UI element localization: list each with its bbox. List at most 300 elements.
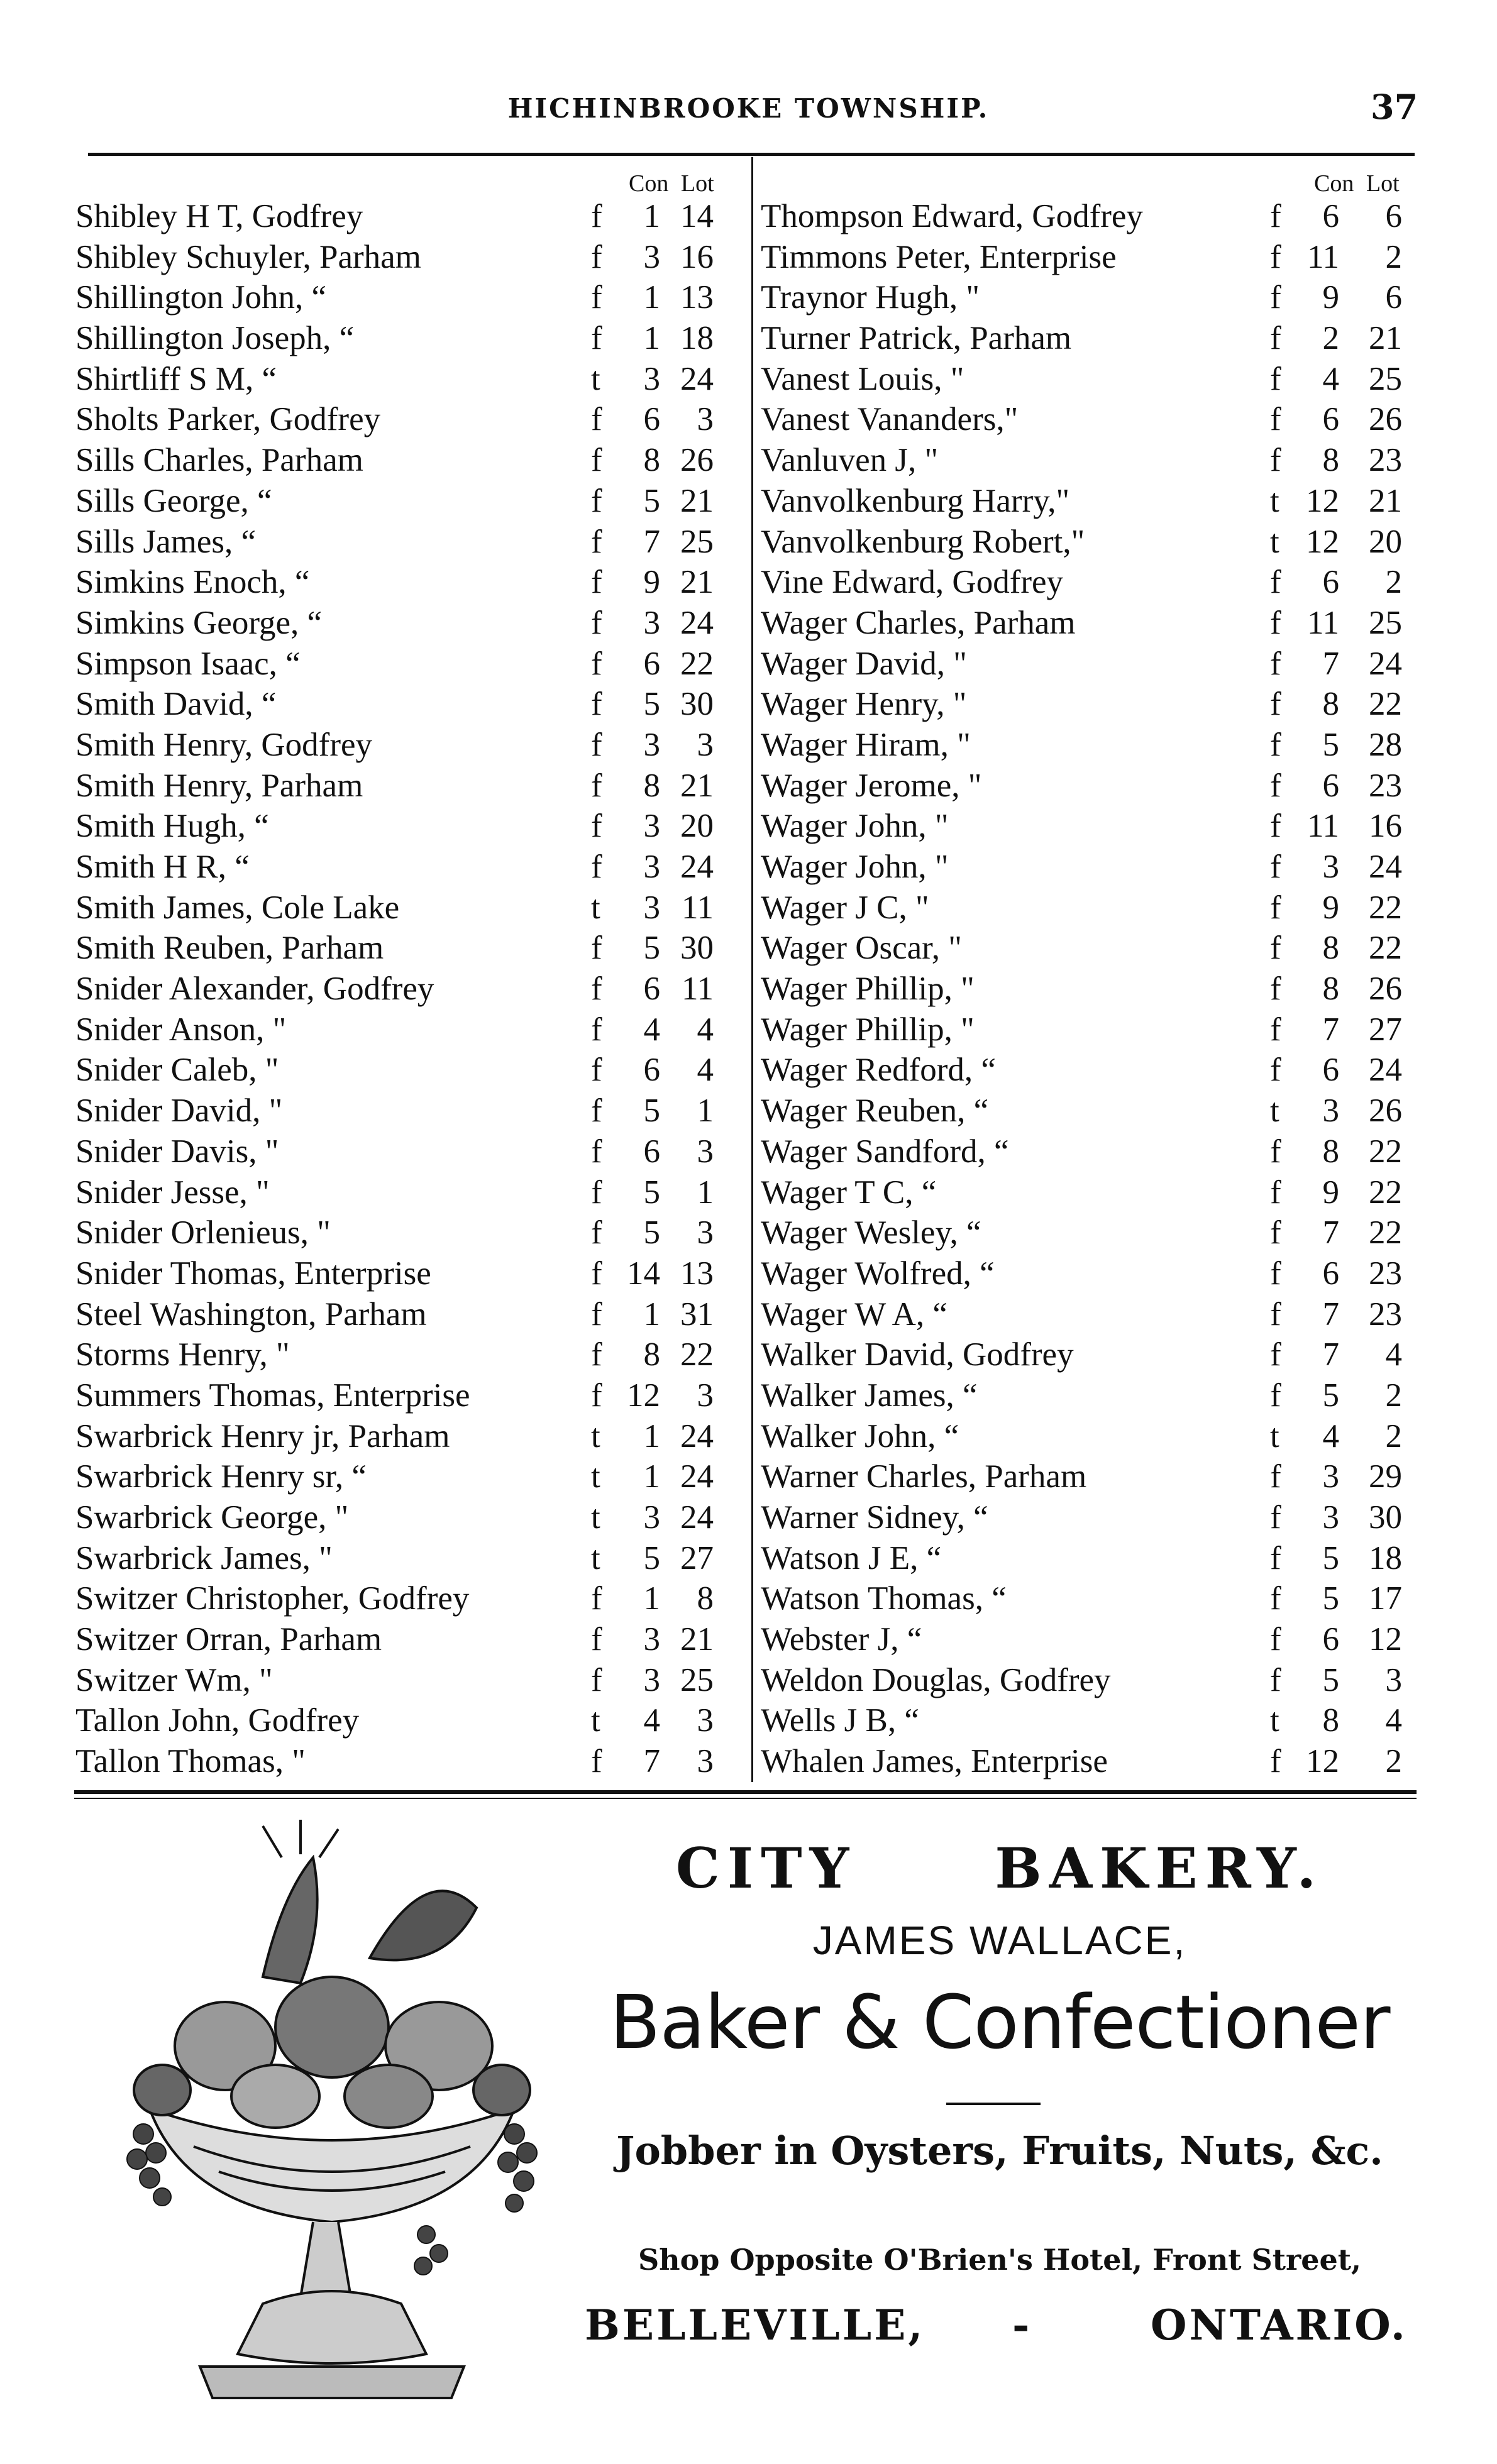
tenure-code: f — [591, 1092, 602, 1130]
concession-number: 3 — [1322, 1092, 1339, 1130]
directory-row — [761, 845, 1415, 886]
lot-number: 20 — [1369, 523, 1402, 560]
concession-number: 3 — [643, 726, 660, 763]
tenure-code: f — [591, 401, 602, 438]
tenure-code: f — [1270, 645, 1281, 682]
tenure-code: f — [591, 320, 602, 357]
tenure-code: f — [591, 849, 602, 885]
concession-number: 1 — [643, 1417, 660, 1455]
resident-name: Snider Jesse, " — [75, 1174, 270, 1211]
concession-number: 6 — [1322, 1621, 1339, 1658]
directory-row — [761, 1577, 1415, 1618]
concession-number: 4 — [1322, 360, 1339, 397]
directory-row — [75, 1008, 751, 1049]
directory-row — [761, 1293, 1415, 1334]
directory-row — [761, 1089, 1415, 1130]
resident-name: Wager Phillip, " — [761, 971, 975, 1008]
ad-province: ONTARIO. — [1151, 2301, 1408, 2350]
directory-row — [761, 1455, 1415, 1496]
lot-number: 11 — [681, 889, 714, 926]
resident-name: Wager Charles, Parham — [761, 604, 1076, 641]
concession-number: 5 — [643, 1214, 660, 1251]
concession-number: 8 — [1322, 442, 1339, 479]
concession-number: 6 — [1322, 198, 1339, 234]
lot-number: 24 — [680, 604, 714, 641]
resident-name: Timmons Peter, Enterprise — [761, 238, 1117, 275]
resident-name: Snider Alexander, Godfrey — [75, 971, 434, 1008]
directory-row — [75, 236, 751, 277]
concession-number: 6 — [1322, 767, 1339, 804]
lot-number: 22 — [1369, 686, 1402, 723]
directory-row — [75, 683, 751, 723]
concession-number: 3 — [1322, 1499, 1339, 1536]
concession-number: 4 — [643, 1011, 660, 1048]
lot-number: 3 — [697, 1377, 714, 1414]
directory-row — [761, 1048, 1415, 1089]
concession-number: 11 — [1306, 238, 1339, 275]
concession-number: 6 — [643, 645, 660, 682]
concession-number: 3 — [643, 1621, 660, 1658]
page-title: HICHINBROOKE TOWNSHIP. — [507, 93, 990, 124]
directory-row — [75, 1577, 751, 1618]
tenure-code: f — [591, 930, 602, 967]
tenure-code: f — [1270, 564, 1281, 601]
tenure-code: t — [591, 1499, 600, 1536]
directory-row — [761, 683, 1415, 723]
concession-number: 11 — [1306, 604, 1339, 641]
lot-number: 24 — [680, 360, 714, 397]
concession-number: 6 — [1322, 564, 1339, 601]
directory-row — [75, 520, 751, 561]
concession-number: 7 — [643, 523, 660, 560]
tenure-code: f — [1270, 320, 1281, 357]
lot-number: 16 — [680, 238, 714, 275]
concession-number: 1 — [643, 198, 660, 234]
resident-name: Snider Thomas, Enterprise — [75, 1255, 431, 1292]
tenure-code: f — [591, 564, 602, 601]
resident-name: Vanvolkenburg Robert," — [761, 523, 1085, 560]
tenure-code: f — [1270, 604, 1281, 641]
tenure-code: f — [591, 604, 602, 641]
concession-number: 1 — [643, 1295, 660, 1333]
lot-number: 25 — [1369, 604, 1402, 641]
concession-number: 5 — [643, 686, 660, 723]
concession-number: 3 — [643, 849, 660, 885]
lot-number: 18 — [1369, 1539, 1402, 1576]
resident-name: Walker John, “ — [761, 1417, 959, 1455]
resident-name: Wager Jerome, " — [761, 767, 982, 804]
concession-number: 7 — [1322, 1336, 1339, 1373]
concession-number: 4 — [1322, 1417, 1339, 1455]
fruit-pile — [134, 1820, 530, 2128]
directory-row — [761, 1333, 1415, 1374]
resident-name: Sills James, “ — [75, 523, 257, 560]
resident-name: Snider Caleb, " — [75, 1052, 279, 1089]
directory-row — [75, 1374, 751, 1415]
lot-number: 23 — [1369, 442, 1402, 479]
lot-number: 17 — [1369, 1580, 1402, 1617]
directory-row — [761, 236, 1415, 277]
directory-row — [75, 1496, 751, 1537]
resident-name: Wager John, " — [761, 849, 949, 885]
concession-number: 9 — [643, 564, 660, 601]
lot-number: 21 — [680, 564, 714, 601]
resident-name: Snider David, " — [75, 1092, 283, 1130]
lot-number: 22 — [1369, 1214, 1402, 1251]
concession-number: 7 — [1322, 1214, 1339, 1251]
directory-row — [761, 561, 1415, 602]
directory-row — [75, 764, 751, 805]
concession-number: 7 — [643, 1743, 660, 1780]
concession-number: 11 — [1306, 808, 1339, 845]
resident-name: Wells J B, “ — [761, 1702, 919, 1739]
lot-number: 22 — [1369, 1174, 1402, 1211]
tenure-code: f — [591, 1377, 602, 1414]
concession-number: 3 — [643, 604, 660, 641]
concession-number: 12 — [627, 1377, 660, 1414]
directory-row — [75, 1171, 751, 1212]
directory-row — [761, 764, 1415, 805]
tenure-code: f — [1270, 930, 1281, 967]
ad-trade: Baker & Confectioner — [609, 1979, 1390, 2065]
tenure-code: f — [1270, 1458, 1281, 1495]
concession-number: 5 — [1322, 1661, 1339, 1698]
resident-name: Steel Washington, Parham — [75, 1295, 427, 1333]
lot-number: 24 — [1369, 849, 1402, 885]
concession-number: 6 — [643, 1052, 660, 1089]
directory-row — [761, 358, 1415, 399]
resident-name: Wager Oscar, " — [761, 930, 962, 967]
lot-number: 26 — [1369, 1092, 1402, 1130]
tenure-code: f — [1270, 1539, 1281, 1576]
concession-number: 8 — [643, 442, 660, 479]
resident-name: Sills Charles, Parham — [75, 442, 363, 479]
lot-number: 11 — [681, 971, 714, 1008]
ad-business-name-second: BAKERY. — [995, 1835, 1324, 1901]
directory-row — [75, 1048, 751, 1089]
concession-number: 3 — [643, 1661, 660, 1698]
concession-number: 8 — [643, 1336, 660, 1373]
lot-number: 3 — [697, 1743, 714, 1780]
tenure-code: f — [1270, 767, 1281, 804]
lot-number: 4 — [697, 1052, 714, 1089]
directory-row — [75, 195, 751, 236]
directory-row — [75, 317, 751, 358]
lot-number: 3 — [697, 726, 714, 763]
tenure-code: f — [1270, 279, 1281, 316]
resident-name: Snider Orlenieus, " — [75, 1214, 331, 1251]
resident-name: Wager J C, " — [761, 889, 929, 926]
concession-number: 7 — [1322, 1011, 1339, 1048]
lot-number: 20 — [680, 808, 714, 845]
directory-row — [75, 723, 751, 764]
lot-number: 3 — [1385, 1661, 1402, 1698]
lot-header: Lot — [680, 170, 714, 197]
concession-number: 3 — [643, 1499, 660, 1536]
directory-row — [75, 642, 751, 683]
lot-number: 26 — [680, 442, 714, 479]
directory-row — [761, 1618, 1415, 1659]
directory-row — [761, 805, 1415, 845]
directory-row — [761, 398, 1415, 439]
directory-row — [761, 1211, 1415, 1252]
directory-row — [75, 398, 751, 439]
directory-row — [761, 967, 1415, 1008]
resident-name: Shillington Joseph, “ — [75, 320, 355, 357]
resident-name: Swarbrick George, " — [75, 1499, 349, 1536]
tenure-code: t — [591, 1539, 600, 1576]
directory-row — [761, 642, 1415, 683]
lot-number: 18 — [680, 320, 714, 357]
resident-name: Wager Sandford, “ — [761, 1133, 1009, 1170]
tenure-code: f — [591, 726, 602, 763]
tenure-code: t — [1270, 1417, 1279, 1455]
resident-name: Webster J, “ — [761, 1621, 922, 1658]
tenure-code: f — [591, 808, 602, 845]
right-directory-column — [761, 195, 1415, 1781]
concession-number: 3 — [643, 360, 660, 397]
ad-business-name — [585, 1835, 1415, 1901]
directory-row — [75, 358, 751, 399]
tenure-code: f — [591, 442, 602, 479]
resident-name: Smith Henry, Parham — [75, 767, 363, 804]
resident-name: Tallon John, Godfrey — [75, 1702, 360, 1739]
resident-name: Switzer Wm, " — [75, 1661, 273, 1698]
concession-number: 5 — [643, 1092, 660, 1130]
lot-number: 25 — [680, 523, 714, 560]
resident-name: Wager W A, “ — [761, 1295, 947, 1333]
resident-name: Watson Thomas, “ — [761, 1580, 1007, 1617]
resident-name: Smith H R, “ — [75, 849, 250, 885]
resident-name: Summers Thomas, Enterprise — [75, 1377, 470, 1414]
concession-number: 3 — [643, 808, 660, 845]
resident-name: Snider Anson, " — [75, 1011, 287, 1048]
tenure-code: f — [1270, 849, 1281, 885]
concession-number: 2 — [1322, 320, 1339, 357]
con-header: Con — [1314, 170, 1354, 197]
directory-row — [75, 276, 751, 317]
lot-number: 30 — [680, 930, 714, 967]
tenure-code: f — [591, 198, 602, 234]
concession-number: 8 — [1322, 686, 1339, 723]
concession-number: 6 — [1322, 1052, 1339, 1089]
tenure-code: f — [591, 1011, 602, 1048]
lot-number: 29 — [1369, 1458, 1402, 1495]
concession-number: 7 — [1322, 1295, 1339, 1333]
directory-row — [75, 805, 751, 845]
concession-number: 8 — [643, 767, 660, 804]
tenure-code: f — [591, 1743, 602, 1780]
resident-name: Thompson Edward, Godfrey — [761, 198, 1143, 234]
lot-number: 28 — [1369, 726, 1402, 763]
fruit-basket-engraving — [150, 2109, 514, 2398]
directory-row — [761, 195, 1415, 236]
directory-row — [75, 1089, 751, 1130]
right-column-header — [1314, 170, 1400, 197]
lot-number: 30 — [1369, 1499, 1402, 1536]
resident-name: Sholts Parker, Godfrey — [75, 401, 381, 438]
lot-number: 27 — [680, 1539, 714, 1576]
lot-number: 3 — [697, 1702, 714, 1739]
tenure-code: f — [1270, 1336, 1281, 1373]
lot-number: 14 — [680, 198, 714, 234]
tenure-code: f — [1270, 1214, 1281, 1251]
lot-number: 27 — [1369, 1011, 1402, 1048]
tenure-code: f — [591, 1336, 602, 1373]
tenure-code: t — [1270, 482, 1279, 519]
concession-number: 3 — [1322, 849, 1339, 885]
directory-row — [761, 1252, 1415, 1293]
tenure-code: t — [1270, 523, 1279, 560]
concession-number: 5 — [1322, 726, 1339, 763]
concession-number: 12 — [1306, 482, 1339, 519]
tenure-code: t — [591, 1458, 600, 1495]
lot-number: 3 — [697, 401, 714, 438]
resident-name: Swarbrick James, " — [75, 1539, 333, 1576]
resident-name: Walker David, Godfrey — [761, 1336, 1074, 1373]
directory-row — [75, 1537, 751, 1578]
resident-name: Wager Wesley, “ — [761, 1214, 981, 1251]
directory-row — [761, 1008, 1415, 1049]
resident-name: Simpson Isaac, “ — [75, 645, 301, 682]
directory-row — [75, 1740, 751, 1781]
resident-name: Vine Edward, Godfrey — [761, 564, 1064, 601]
fruit-basket-illustration — [74, 1820, 590, 2448]
tenure-code: f — [591, 279, 602, 316]
resident-name: Wager John, " — [761, 808, 949, 845]
concession-number: 5 — [643, 482, 660, 519]
tenure-code: f — [1270, 1377, 1281, 1414]
tenure-code: f — [1270, 1661, 1281, 1698]
directory-row — [75, 1211, 751, 1252]
ad-owner: JAMES WALLACE, — [812, 1918, 1187, 1963]
lot-number: 22 — [680, 645, 714, 682]
lot-number: 22 — [680, 1336, 714, 1373]
resident-name: Smith David, “ — [75, 686, 277, 723]
tenure-code: f — [591, 523, 602, 560]
directory-row — [75, 1252, 751, 1293]
directory-row — [75, 967, 751, 1008]
resident-name: Simkins Enoch, “ — [75, 564, 310, 601]
tenure-code: f — [591, 482, 602, 519]
lot-number: 21 — [1369, 482, 1402, 519]
tenure-code: f — [1270, 1133, 1281, 1170]
lot-number: 26 — [1369, 971, 1402, 1008]
lot-number: 2 — [1385, 238, 1402, 275]
concession-number: 5 — [643, 930, 660, 967]
resident-name: Shirtliff S M, “ — [75, 360, 277, 397]
lot-number: 2 — [1385, 1417, 1402, 1455]
concession-number: 5 — [1322, 1539, 1339, 1576]
directory-row — [761, 1415, 1415, 1456]
resident-name: Warner Sidney, “ — [761, 1499, 988, 1536]
resident-name: Wager T C, “ — [761, 1174, 937, 1211]
lot-number: 25 — [1369, 360, 1402, 397]
tenure-code: f — [591, 767, 602, 804]
left-directory-column — [75, 195, 751, 1781]
concession-number: 6 — [1322, 1255, 1339, 1292]
resident-name: Wager David, " — [761, 645, 967, 682]
tenure-code: f — [591, 645, 602, 682]
tenure-code: f — [591, 971, 602, 1008]
concession-number: 9 — [1322, 279, 1339, 316]
lot-number: 21 — [680, 1621, 714, 1658]
lot-number: 26 — [1369, 401, 1402, 438]
lot-number: 24 — [680, 1458, 714, 1495]
lot-number: 31 — [680, 1295, 714, 1333]
tenure-code: f — [591, 1052, 602, 1089]
tenure-code: f — [1270, 808, 1281, 845]
directory-row — [75, 1130, 751, 1171]
resident-name: Weldon Douglas, Godfrey — [761, 1661, 1111, 1698]
column-divider — [751, 157, 753, 1782]
directory-row — [761, 1659, 1415, 1700]
tenure-code: f — [1270, 1052, 1281, 1089]
tenure-code: f — [1270, 1174, 1281, 1211]
resident-name: Shillington John, “ — [75, 279, 327, 316]
tenure-code: f — [591, 238, 602, 275]
directory-row — [761, 1740, 1415, 1781]
ad-business-name-first: CITY — [675, 1835, 857, 1901]
concession-number: 6 — [1322, 401, 1339, 438]
ad-services: Jobber in Oysters, Fruits, Nuts, &c. — [616, 2128, 1383, 2174]
resident-name: Shibley Schuyler, Parham — [75, 238, 421, 275]
directory-row — [761, 1537, 1415, 1578]
resident-name: Vanest Vananders," — [761, 401, 1019, 438]
ad-address: Shop Opposite O'Brien's Hotel, Front Street, — [638, 2243, 1362, 2277]
concession-number: 3 — [643, 889, 660, 926]
concession-number: 8 — [1322, 971, 1339, 1008]
resident-name: Switzer Christopher, Godfrey — [75, 1580, 470, 1617]
tenure-code: f — [1270, 1011, 1281, 1048]
directory-row — [761, 276, 1415, 317]
lot-number: 6 — [1385, 279, 1402, 316]
concession-number: 9 — [1322, 1174, 1339, 1211]
resident-name: Snider Davis, " — [75, 1133, 279, 1170]
tenure-code: f — [591, 1174, 602, 1211]
lot-number: 22 — [1369, 1133, 1402, 1170]
concession-number: 8 — [1322, 930, 1339, 967]
resident-name: Watson J E, “ — [761, 1539, 942, 1576]
directory-row — [75, 845, 751, 886]
concession-number: 1 — [643, 320, 660, 357]
directory-row — [75, 561, 751, 602]
concession-number: 5 — [643, 1539, 660, 1576]
concession-number: 5 — [1322, 1377, 1339, 1414]
resident-name: Wager Hiram, " — [761, 726, 971, 763]
lot-number: 1 — [697, 1174, 714, 1211]
lot-number: 2 — [1385, 1743, 1402, 1780]
lot-number: 3 — [697, 1214, 714, 1251]
lot-number: 4 — [697, 1011, 714, 1048]
concession-number: 6 — [643, 1133, 660, 1170]
lot-number: 3 — [697, 1133, 714, 1170]
tenure-code: f — [1270, 401, 1281, 438]
resident-name: Shibley H T, Godfrey — [75, 198, 363, 234]
resident-name: Wager Redford, “ — [761, 1052, 996, 1089]
concession-number: 1 — [643, 279, 660, 316]
directory-row — [761, 439, 1415, 480]
lot-number: 4 — [1385, 1702, 1402, 1739]
tenure-code: t — [1270, 1702, 1279, 1739]
lot-number: 24 — [680, 1417, 714, 1455]
resident-name: Smith Henry, Godfrey — [75, 726, 373, 763]
directory-row — [761, 723, 1415, 764]
lot-number: 23 — [1369, 1295, 1402, 1333]
tenure-code: f — [1270, 889, 1281, 926]
tenure-code: t — [591, 889, 600, 926]
lot-number: 24 — [680, 1499, 714, 1536]
